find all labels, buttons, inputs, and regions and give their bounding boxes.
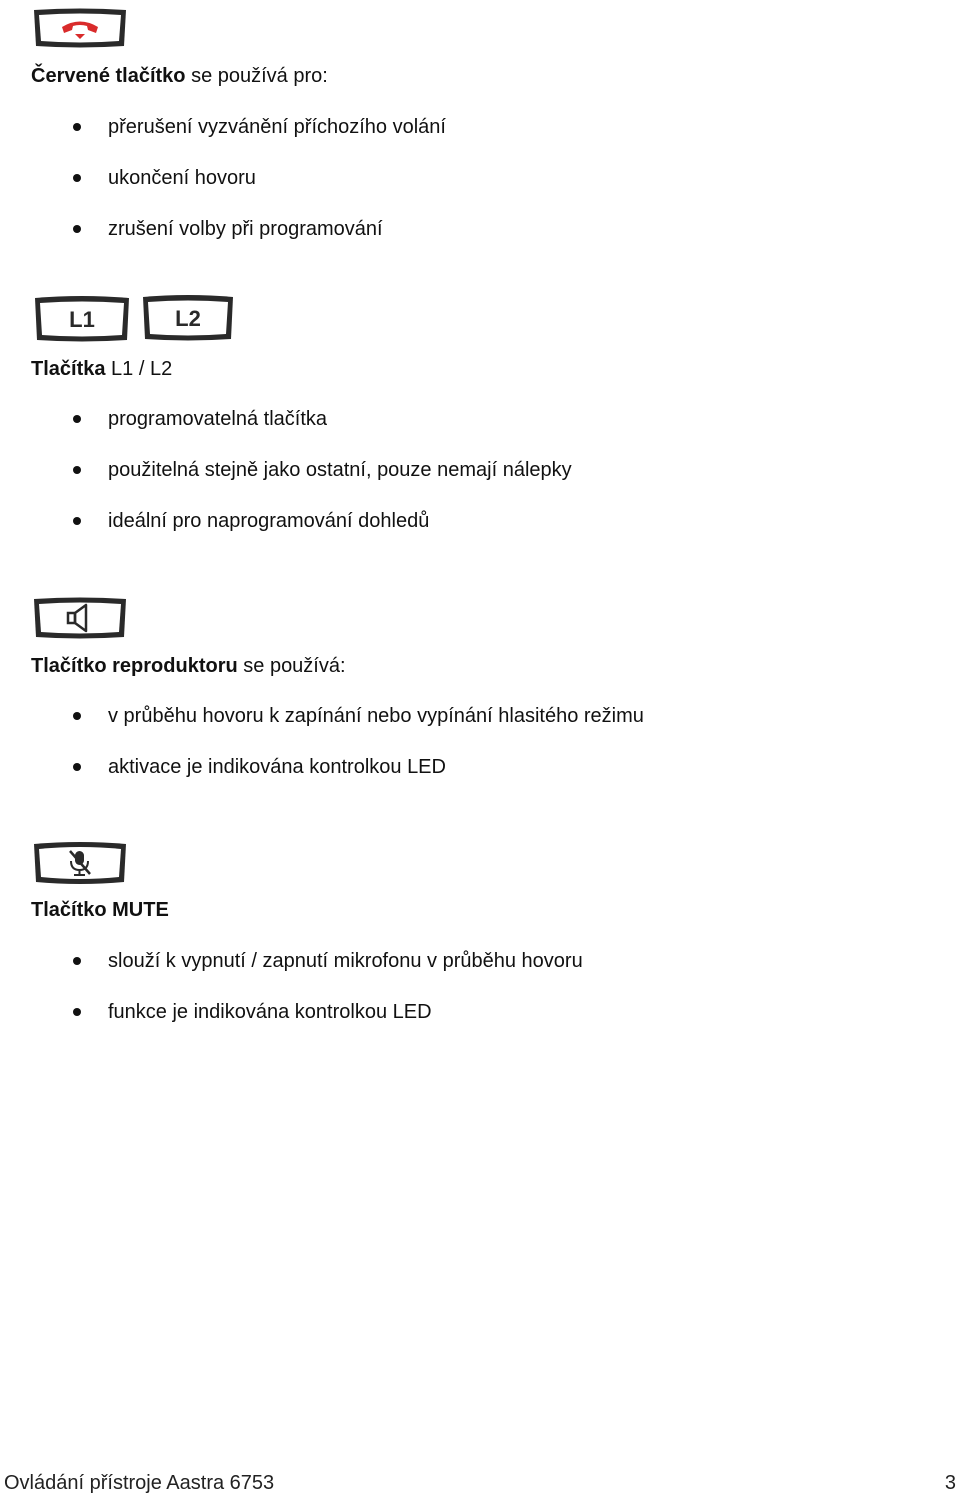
list-item: programovatelná tlačítka <box>108 408 328 430</box>
bullet-dot <box>73 957 81 965</box>
l1-l2-heading <box>31 357 172 381</box>
page-number: 3 <box>944 1472 956 1494</box>
list-item: použitelná stejně jako ostatní, pouze nemají nálepky <box>108 459 572 481</box>
mute-heading <box>31 898 169 922</box>
bullet-dot <box>73 174 81 182</box>
bullet-dot <box>73 763 81 771</box>
bullet-dot <box>73 1008 81 1016</box>
bullet-dot <box>73 225 81 233</box>
l1-button-icon <box>32 294 132 344</box>
mute-heading-bold: Tlačítko MUTE <box>31 899 169 921</box>
list-item: v průběhu hovoru k zapínání nebo vypínání hlasitého režimu <box>108 705 644 727</box>
red-button-heading-rest: se používá pro: <box>185 65 328 87</box>
bullet-dot <box>73 466 81 474</box>
l1-button-label: L1 <box>69 307 95 332</box>
l2-button-label: L2 <box>175 306 201 331</box>
speaker-heading <box>31 654 346 678</box>
red-button-heading <box>31 64 328 88</box>
speaker-heading-bold: Tlačítko reproduktoru <box>31 655 238 677</box>
l2-button-icon <box>140 293 236 343</box>
bullet-dot <box>73 712 81 720</box>
mute-button-icon <box>30 840 130 886</box>
l1-l2-heading-bold: Tlačítka <box>31 358 106 380</box>
l1-l2-heading-rest: L1 / L2 <box>105 358 173 380</box>
footer-title: Ovládání přístroje Aastra 6753 <box>4 1472 275 1494</box>
list-item: funkce je indikována kontrolkou LED <box>108 1001 432 1023</box>
bullet-dot <box>73 415 81 423</box>
red-hangup-button-icon <box>30 6 130 50</box>
list-item: aktivace je indikována kontrolkou LED <box>108 756 446 778</box>
list-item: zrušení volby při programování <box>108 218 383 240</box>
speaker-heading-rest: se používá: <box>237 655 346 677</box>
list-item: přerušení vyzvánění příchozího volání <box>108 116 446 138</box>
bullet-dot <box>73 123 81 131</box>
list-item: slouží k vypnutí / zapnutí mikrofonu v průběhu hovoru <box>108 950 583 972</box>
bullet-dot <box>73 517 81 525</box>
speaker-button-icon <box>30 596 130 640</box>
red-button-heading-bold: Červené tlačítko <box>31 65 186 87</box>
list-item: ideální pro naprogramování dohledů <box>108 510 430 532</box>
list-item: ukončení hovoru <box>108 167 256 189</box>
